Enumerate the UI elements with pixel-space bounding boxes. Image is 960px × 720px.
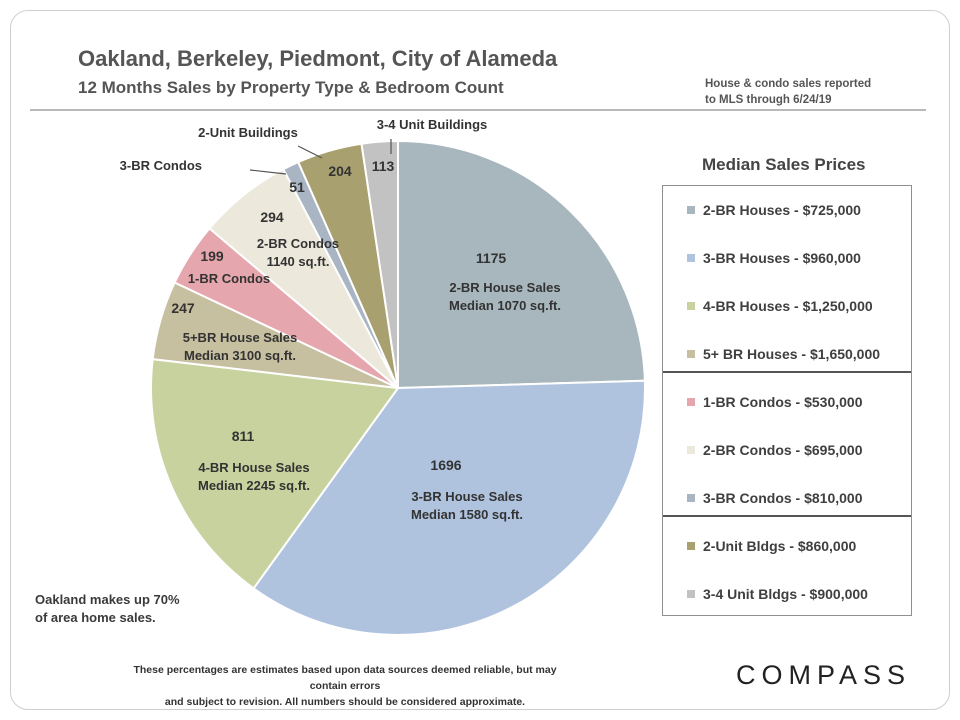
slice-value-label: 1696	[430, 457, 462, 473]
disclaimer	[120, 662, 570, 710]
legend-box	[662, 185, 912, 616]
legend-group-separator	[663, 371, 911, 373]
legend-swatch	[687, 254, 695, 262]
slice-value-label: 247	[171, 300, 195, 316]
slice-category-label: 3-4 Unit Buildings	[376, 117, 488, 132]
slice-category-label: 2-Unit Buildings	[198, 125, 298, 140]
legend-swatch	[687, 350, 695, 358]
legend-group-separator	[663, 515, 911, 517]
legend-item	[687, 298, 873, 314]
legend-swatch	[687, 446, 695, 454]
oakland-note-line-2: of area home sales.	[35, 610, 156, 625]
chart-title: Oakland, Berkeley, Piedmont, City of Alameda	[78, 46, 558, 71]
legend-label: 2-BR Houses - $725,000	[703, 202, 861, 218]
legend-label: 5+ BR Houses - $1,650,000	[703, 346, 881, 362]
compass-logo: COMPASS	[736, 660, 912, 690]
slice-category-label: 1-BR Condos	[187, 271, 271, 286]
legend-label: 2-BR Condos - $695,000	[703, 442, 863, 458]
slice-value-label: 113	[371, 158, 395, 174]
legend-label: 3-BR Condos - $810,000	[703, 490, 863, 506]
legend-item	[687, 394, 863, 410]
disclaimer-line-2: and subject to revision. All numbers should be considered approximate.	[164, 696, 526, 708]
slice-value-label: 811	[231, 428, 255, 444]
legend-item	[687, 202, 861, 218]
chart-subtitle: 12 Months Sales by Property Type & Bedroom Count	[78, 78, 504, 97]
slice-value-label: 51	[289, 179, 305, 195]
pie-slice	[398, 141, 645, 388]
legend-swatch	[687, 398, 695, 406]
legend-swatch	[687, 302, 695, 310]
slice-category-label: 2-BR Condos 1140 sq.ft.	[256, 236, 340, 269]
slice-value-label: 204	[328, 163, 352, 179]
oakland-share-note	[35, 591, 180, 627]
slice-category-label: 2-BR House Sales Median 1070 sq.ft.	[449, 280, 561, 313]
legend-title: Median Sales Prices	[702, 155, 866, 174]
legend-item	[687, 490, 863, 506]
legend-swatch	[687, 494, 695, 502]
note-line-2: to MLS through 6/24/19	[705, 94, 832, 106]
slice-category-label: 3-BR Condos	[119, 158, 202, 173]
legend-label: 4-BR Houses - $1,250,000	[703, 298, 873, 314]
disclaimer-line-1: These percentages are estimates based upon data sources deemed reliable, but may contain errors	[133, 664, 557, 692]
slice-category-label: 5+BR House Sales Median 3100 sq.ft.	[182, 330, 298, 363]
legend-item	[687, 586, 868, 602]
slice-value-label: 294	[260, 209, 284, 225]
slice-category-label: 4-BR House Sales Median 2245 sq.ft.	[198, 460, 310, 493]
slice-value-label: 1175	[475, 250, 507, 266]
legend-label: 1-BR Condos - $530,000	[703, 394, 863, 410]
legend-label: 2-Unit Bldgs - $860,000	[703, 538, 857, 554]
slice-category-label: 3-BR House Sales Median 1580 sq.ft.	[411, 489, 523, 522]
slice-value-label: 199	[200, 248, 224, 264]
note-line-1: House & condo sales reported	[705, 78, 872, 90]
legend-item	[687, 538, 856, 554]
legend-swatch	[687, 206, 695, 214]
oakland-note-line-1: Oakland makes up 70%	[35, 592, 180, 607]
legend-swatch	[687, 590, 695, 598]
legend-swatch	[687, 542, 695, 550]
legend-item	[687, 346, 880, 362]
legend-item	[687, 250, 861, 266]
legend-label: 3-4 Unit Bldgs - $900,000	[703, 586, 868, 602]
legend-label: 3-BR Houses - $960,000	[703, 250, 861, 266]
legend-item	[687, 442, 863, 458]
